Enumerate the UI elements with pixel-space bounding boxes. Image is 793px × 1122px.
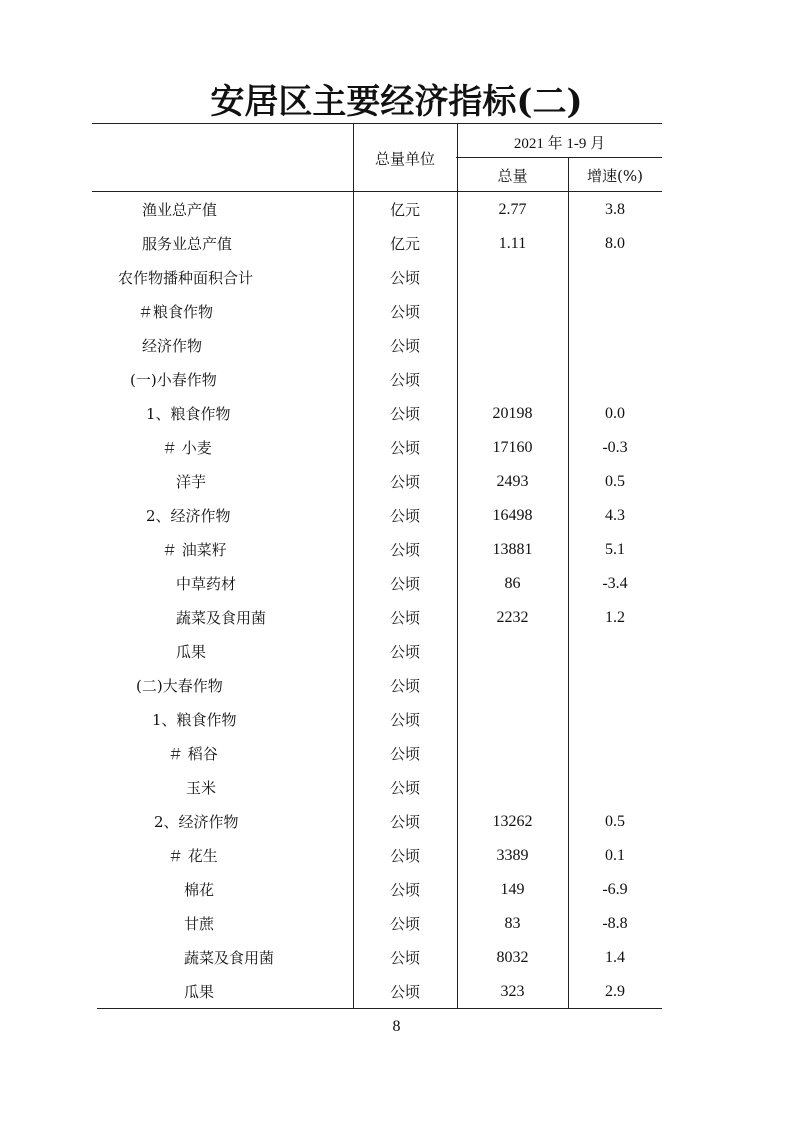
- row-unit: 公顷: [389, 779, 420, 797]
- row-growth: [568, 295, 662, 329]
- row-total: [457, 295, 568, 329]
- row-unit: 公顷: [389, 303, 420, 321]
- row-growth: [568, 771, 662, 805]
- row-unit: 公顷: [389, 371, 420, 389]
- row-unit: 亿元: [389, 201, 420, 219]
- row-growth: -6.9: [602, 881, 628, 898]
- row-unit: 公顷: [389, 983, 420, 1001]
- row-name: 洋芋: [176, 473, 207, 491]
- row-unit: 公顷: [389, 847, 420, 865]
- row-growth: [568, 669, 662, 703]
- row-name: 经济作物: [142, 337, 203, 355]
- table-top-rule: [92, 123, 662, 124]
- row-total: [457, 669, 568, 703]
- row-name: 棉花: [184, 881, 215, 899]
- row-total: 83: [504, 915, 521, 932]
- row-name: 服务业总产值: [142, 235, 233, 253]
- row-growth: [568, 737, 662, 771]
- row-unit: 公顷: [389, 881, 420, 899]
- row-unit: 公顷: [389, 813, 420, 831]
- row-unit: 公顷: [389, 711, 420, 729]
- row-growth: 4.3: [605, 507, 625, 524]
- row-growth: 0.5: [605, 473, 625, 490]
- row-name: ＃ 小麦: [162, 439, 212, 457]
- row-total: [457, 703, 568, 737]
- row-unit: 公顷: [389, 677, 420, 695]
- row-total: [457, 329, 568, 363]
- row-name: ＃ 油菜籽: [162, 541, 227, 559]
- row-total: 20198: [492, 405, 533, 422]
- row-name: 中草药材: [176, 575, 237, 593]
- row-growth: 0.5: [605, 813, 625, 830]
- row-growth: [568, 363, 662, 397]
- row-growth: 0.0: [605, 405, 625, 422]
- row-total: 8032: [496, 949, 529, 966]
- row-unit: 公顷: [389, 575, 420, 593]
- row-total: 16498: [492, 507, 533, 524]
- row-unit: 公顷: [389, 541, 420, 559]
- row-total: 17160: [492, 439, 533, 456]
- row-unit: 公顷: [389, 507, 420, 525]
- row-unit: 公顷: [389, 439, 420, 457]
- row-name: (二)大春作物: [136, 677, 223, 695]
- row-name: 渔业总产值: [142, 201, 218, 219]
- header-total-label: 总量: [497, 167, 528, 185]
- row-name: 玉米: [186, 779, 217, 797]
- row-name: 2、经济作物: [146, 507, 231, 525]
- row-total: 3389: [496, 847, 529, 864]
- row-name: 1、粮食作物: [152, 711, 237, 729]
- row-total: 2493: [496, 473, 529, 490]
- row-name: ＃ 稻谷: [168, 745, 218, 763]
- header-period-label: 2021 年 1-9 月: [513, 136, 606, 152]
- row-growth: [568, 703, 662, 737]
- row-growth: [568, 635, 662, 669]
- row-name: 瓜果: [176, 643, 207, 661]
- row-growth: 1.4: [605, 949, 625, 966]
- row-growth: 5.1: [605, 541, 625, 558]
- row-unit: 公顷: [389, 269, 420, 287]
- header-unit-label: 总量单位: [374, 150, 435, 168]
- header-period-rule: [456, 157, 662, 158]
- page-number: 8: [392, 1018, 401, 1035]
- row-name: 蔬菜及食用菌: [176, 609, 267, 627]
- row-total: [457, 635, 568, 669]
- row-name: 蔬菜及食用菌: [184, 949, 275, 967]
- row-unit: 亿元: [389, 235, 420, 253]
- page-title: 安居区主要经济指标(二): [210, 82, 583, 122]
- row-name: 2、经济作物: [154, 813, 239, 831]
- row-growth: 2.9: [605, 983, 625, 1000]
- row-total: 86: [504, 575, 521, 592]
- row-total: 13881: [492, 541, 533, 558]
- row-total: 149: [500, 881, 525, 898]
- row-total: [457, 771, 568, 805]
- header-bottom-rule: [92, 191, 662, 192]
- row-growth: 0.1: [605, 847, 625, 864]
- row-total: 1.11: [498, 235, 527, 252]
- row-name: 甘蔗: [184, 915, 215, 933]
- row-name: (一)小春作物: [130, 371, 217, 389]
- row-total: 323: [500, 983, 525, 1000]
- row-total: 13262: [492, 813, 533, 830]
- row-growth: -3.4: [602, 575, 628, 592]
- row-growth: [568, 261, 662, 295]
- row-unit: 公顷: [389, 643, 420, 661]
- row-name: 瓜果: [184, 983, 215, 1001]
- row-unit: 公顷: [389, 745, 420, 763]
- row-total: [457, 261, 568, 295]
- row-unit: 公顷: [389, 915, 420, 933]
- row-growth: 1.2: [605, 609, 625, 626]
- row-growth: -0.3: [602, 439, 628, 456]
- row-growth: -8.8: [602, 915, 628, 932]
- header-growth-label: 增速(%): [587, 167, 643, 185]
- row-name: 1、粮食作物: [146, 405, 231, 423]
- row-unit: 公顷: [389, 473, 420, 491]
- row-unit: 公顷: [389, 405, 420, 423]
- row-total: 2232: [496, 609, 529, 626]
- row-total: [457, 363, 568, 397]
- row-growth: [568, 329, 662, 363]
- row-growth: 3.8: [605, 201, 625, 218]
- row-growth: 8.0: [605, 235, 625, 252]
- row-name: ＃粮食作物: [138, 303, 214, 321]
- row-name: 农作物播种面积合计: [118, 269, 254, 287]
- row-total: 2.77: [498, 201, 527, 218]
- row-unit: 公顷: [389, 609, 420, 627]
- row-unit: 公顷: [389, 949, 420, 967]
- row-unit: 公顷: [389, 337, 420, 355]
- row-total: [457, 737, 568, 771]
- row-name: ＃ 花生: [168, 847, 218, 865]
